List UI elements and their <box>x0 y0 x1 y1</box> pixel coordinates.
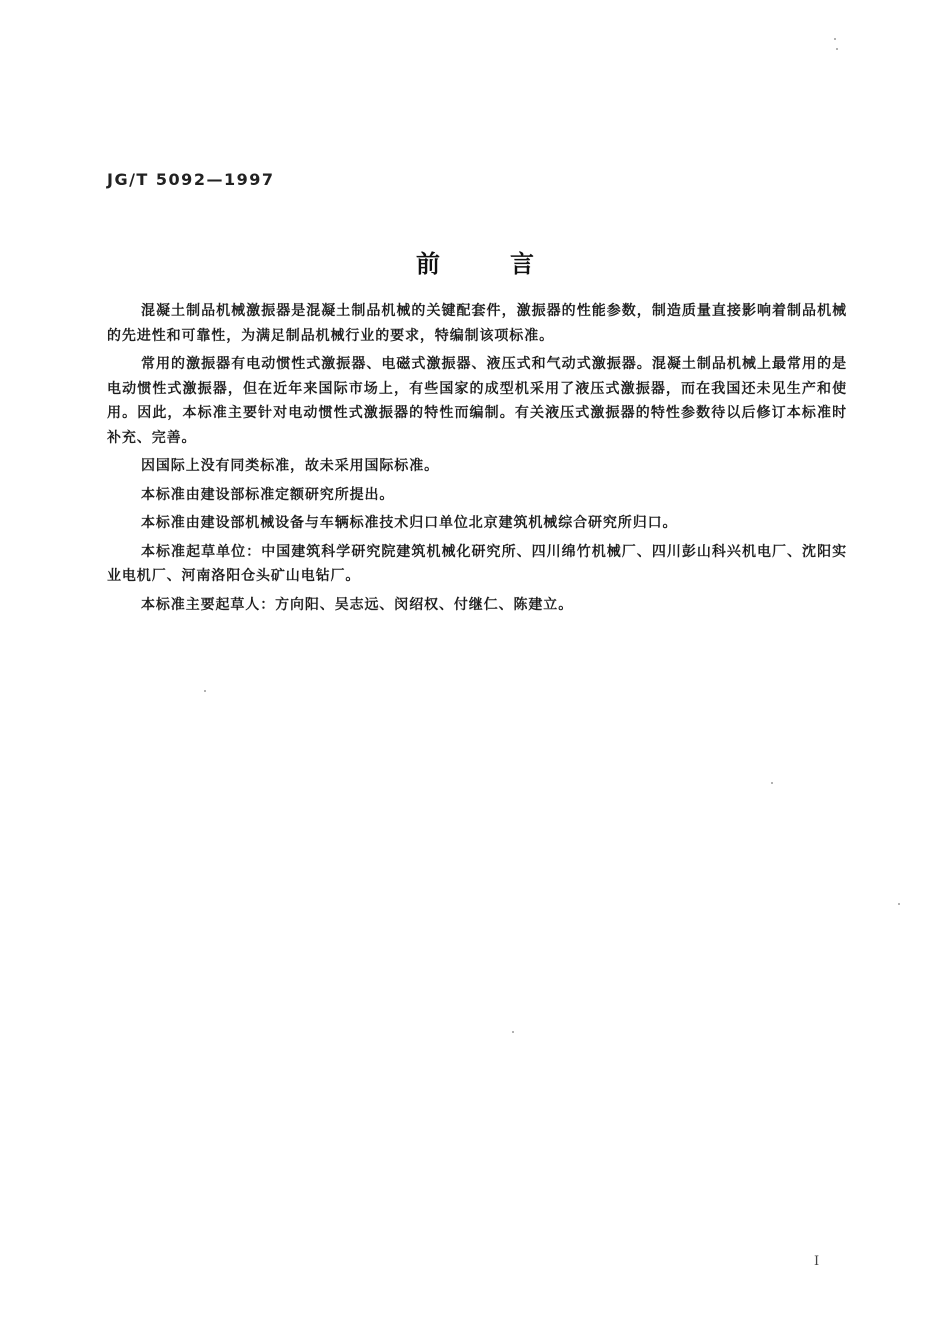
body-text <box>107 299 847 621</box>
page-number: I <box>814 1254 820 1269</box>
page-title <box>0 244 950 279</box>
paragraph: 本标准由建设部机械设备与车辆标准技术归口单位北京建筑机械综合研究所归口。 <box>141 515 678 531</box>
scan-speck <box>512 1031 514 1033</box>
paragraph: 常用的激振器有电动惯性式激振器、电磁式激振器、液压式和气动式激振器。混凝土制品机械上最常用的是电动惯性式激振器，但在近年来国际市场上，有些国家的成型机采用了液压式激振器，而在我国还未见生产和使用。因此，本标准主要针对电动惯性式激振器的特性而编制。有关液压式激振器的特性参数待以后修订本标准时补充、完善。 <box>107 356 847 446</box>
title-char-2: 言 <box>510 250 534 278</box>
scan-speck <box>834 38 836 40</box>
scan-speck <box>836 48 838 50</box>
paragraph: 本标准由建设部标准定额研究所提出。 <box>141 486 395 503</box>
paragraph: 本标准起草单位：中国建筑科学研究院建筑机械化研究所、四川绵竹机械厂、四川彭山科兴机电厂、沈阳实业电机厂、河南洛阳仓头矿山电钻厂。 <box>107 543 847 584</box>
paragraph: 本标准主要起草人：方向阳、吴志远、闵绍权、付继仁、陈建立。 <box>141 596 574 613</box>
standard-code: JG/T 5092—1997 <box>107 170 275 189</box>
paragraph: 混凝土制品机械激振器是混凝土制品机械的关键配套件，激振器的性能参数，制造质量直接影响着制品机械的先进性和可靠性，为满足制品机械行业的要求，特编制该项标准。 <box>107 303 847 344</box>
scan-speck <box>771 782 773 784</box>
title-char-1: 前 <box>416 250 440 278</box>
scan-speck <box>898 903 900 905</box>
scan-speck <box>204 690 206 692</box>
paragraph: 因国际上没有同类标准，故未采用国际标准。 <box>141 458 439 474</box>
